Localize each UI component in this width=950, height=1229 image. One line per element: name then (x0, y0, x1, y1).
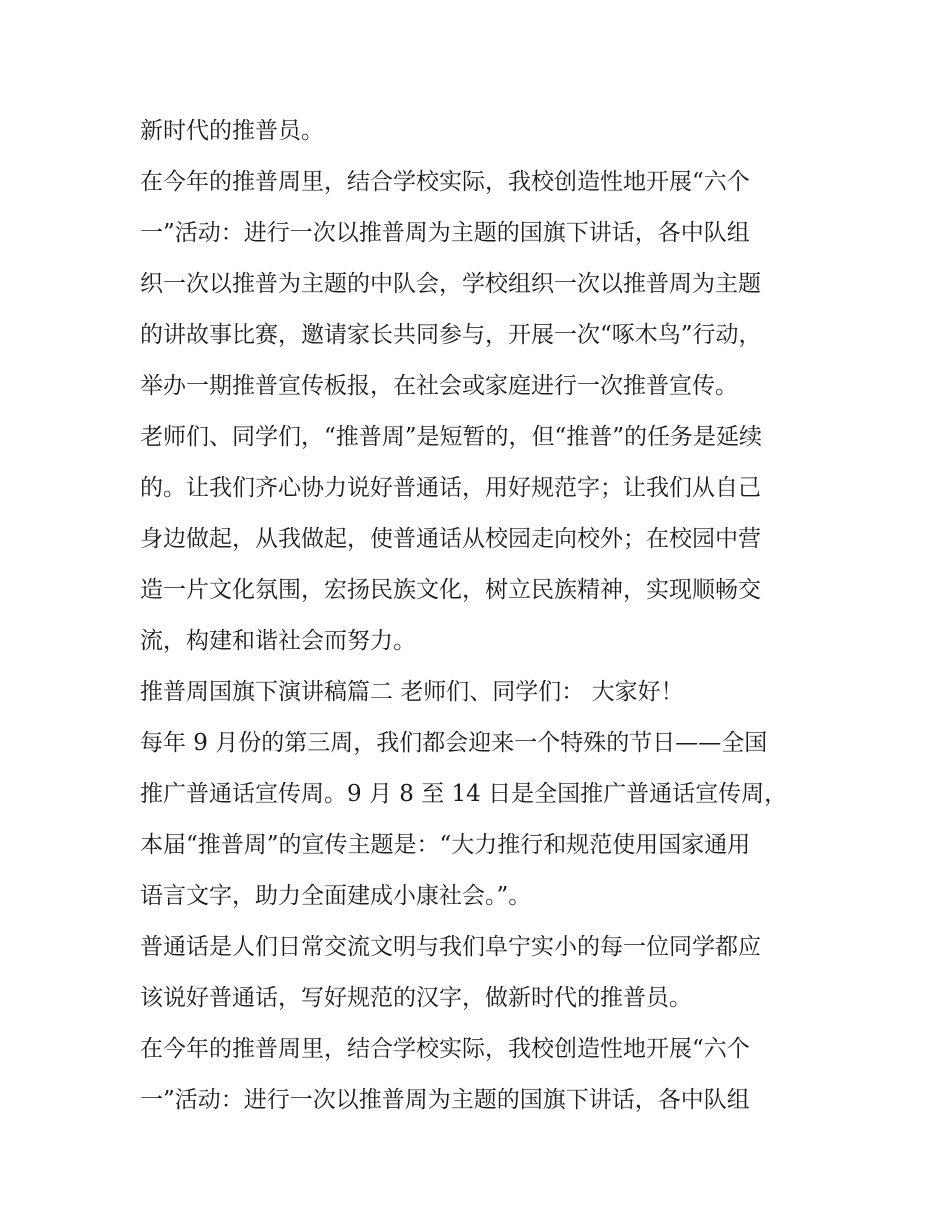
text-line: 在今年的推普周里，结合学校实际，我校创造性地开展“六个 (140, 1036, 750, 1062)
text-line: 普通话是人们日常交流文明与我们阜宁实小的每一位同学都应 (140, 934, 761, 960)
text-line: 一”活动：进行一次以推普周为主题的国旗下讲话，各中队组 (140, 220, 750, 246)
text-line: 举办一期推普宣传板报，在社会或家庭进行一次推普宣传。 (140, 373, 738, 399)
text-line: 流，构建和谐社会而努力。 (140, 628, 416, 654)
text-line: 语言文字，助力全面建成小康社会。”。 (140, 883, 532, 909)
text-line: 的讲故事比赛，邀请家长共同参与，开展一次“啄木鸟”行动， (140, 322, 762, 348)
text-line: 一”活动：进行一次以推普周为主题的国旗下讲话，各中队组 (140, 1087, 750, 1113)
text-line: 该说好普通话，写好规范的汉字，做新时代的推普员。 (140, 985, 692, 1011)
document-body (140, 106, 820, 1126)
text-line: 身边做起，从我做起，使普通话从校园走向校外；在校园中营 (140, 526, 761, 552)
text-line: 织一次以推普为主题的中队会，学校组织一次以推普周为主题 (140, 271, 761, 297)
text-line: 在今年的推普周里，结合学校实际，我校创造性地开展“六个 (140, 169, 750, 195)
text-line: 老师们、同学们，“推普周”是短暂的，但“推普”的任务是延续 (140, 424, 763, 450)
text-line: 的。让我们齐心协力说好普通话，用好规范字；让我们从自己 (140, 475, 761, 501)
text-line: 新时代的推普员。 (140, 118, 324, 144)
text-line: 本届“推普周”的宣传主题是：“大力推行和规范使用国家通用 (140, 832, 751, 858)
section-heading-line: 推普周国旗下演讲稿篇二 老师们、同学们： 大家好！ (140, 679, 684, 705)
text-line: 造一片文化氛围，宏扬民族文化，树立民族精神，实现顺畅交 (140, 577, 761, 603)
text-line: 每年 9 月份的第三周，我们都会迎来一个特殊的节日——全国 (140, 730, 768, 756)
text-line: 推广普通话宣传周。9 月 8 至 14 日是全国推广普通话宣传周， (140, 781, 788, 807)
